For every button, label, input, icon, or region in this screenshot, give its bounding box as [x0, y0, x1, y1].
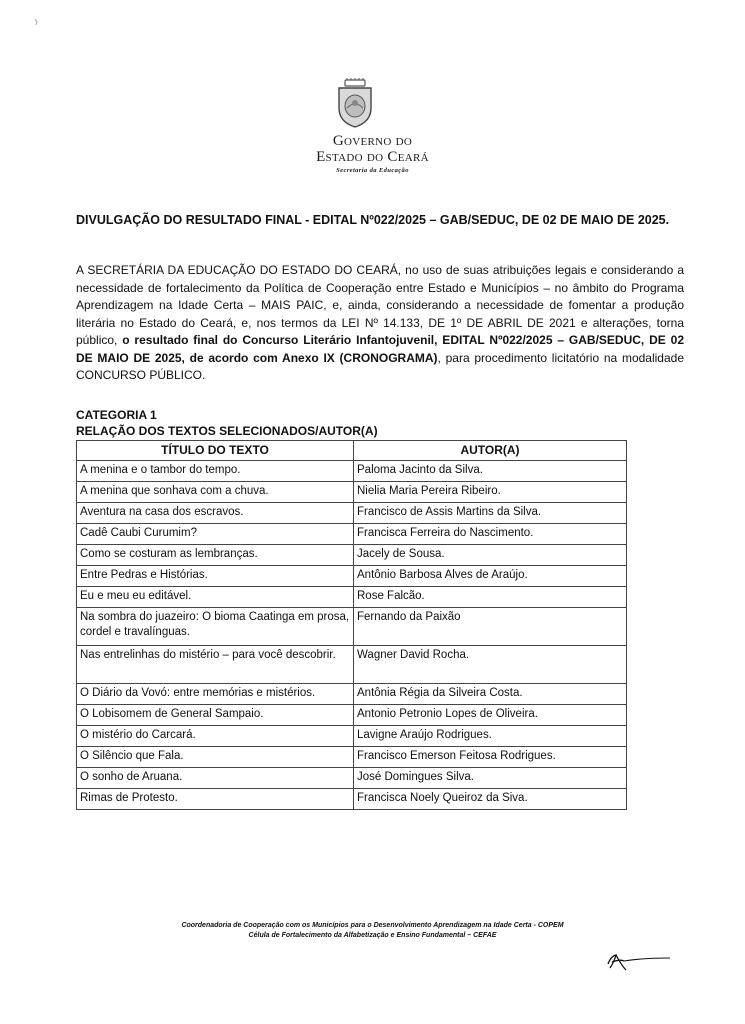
category-heading: CATEGORIA 1: [76, 408, 157, 422]
header-estado: Estado do Ceará: [316, 149, 429, 165]
table-row: [77, 705, 627, 726]
selected-texts-table: [76, 440, 627, 810]
footer-cefae: Célula de Fortalecimento da Alfabetização e Ensino Fundamental – CEFAE: [248, 932, 497, 939]
author-cell: Fernando da Paixão: [354, 608, 627, 646]
author-cell: Francisco de Assis Martins da Silva.: [354, 503, 627, 524]
text-title-cell: Cadê Caubi Curumim?: [77, 524, 354, 545]
author-cell: Antônia Régia da Silveira Costa.: [354, 684, 627, 705]
table-row: [77, 545, 627, 566]
header-governo: Governo do: [332, 133, 413, 149]
text-title-cell: O mistério do Carcará.: [77, 726, 354, 747]
text-title-cell: Aventura na casa dos escravos.: [77, 503, 354, 524]
author-cell: Nielia Maria Pereira Ribeiro.: [354, 482, 627, 503]
table-header-row: [77, 441, 627, 461]
table-row: [77, 566, 627, 587]
col-header-title: TÍTULO DO TEXTO: [77, 441, 354, 461]
author-cell: Lavigne Araújo Rodrigues.: [354, 726, 627, 747]
text-title-cell: Nas entrelinhas do mistério – para você descobrir.: [77, 646, 354, 684]
table-row: [77, 587, 627, 608]
text-title-cell: Como se costuram as lembranças.: [77, 545, 354, 566]
col-header-author: AUTOR(A): [354, 441, 627, 461]
table-row: [77, 768, 627, 789]
table-row: [77, 747, 627, 768]
author-cell: José Domingues Silva.: [354, 768, 627, 789]
author-cell: Francisca Ferreira do Nascimento.: [354, 524, 627, 545]
author-cell: Antonio Petronio Lopes de Oliveira.: [354, 705, 627, 726]
scan-speck: [34, 18, 40, 26]
table-row: [77, 608, 627, 646]
author-cell: Rose Falcão.: [354, 587, 627, 608]
table-row: [77, 684, 627, 705]
author-cell: Paloma Jacinto da Silva.: [354, 461, 627, 482]
text-title-cell: Rimas de Protesto.: [77, 789, 354, 810]
text-title-cell: O Lobisomem de General Sampaio.: [77, 705, 354, 726]
table-row: [77, 482, 627, 503]
author-cell: Francisca Noely Queiroz da Siva.: [354, 789, 627, 810]
category-subheading: RELAÇÃO DOS TEXTOS SELECIONADOS/AUTOR(A): [76, 424, 378, 438]
text-title-cell: O sonho de Aruana.: [77, 768, 354, 789]
table-row: [77, 646, 627, 684]
author-cell: Jacely de Sousa.: [354, 545, 627, 566]
table-row: [77, 503, 627, 524]
table-row: [77, 461, 627, 482]
text-title-cell: O Diário da Vovó: entre memórias e mistérios.: [77, 684, 354, 705]
document-title: DIVULGAÇÃO DO RESULTADO FINAL - EDITAL Nº022/2025 – GAB/SEDUC, DE 02 DE MAIO DE 2025.: [76, 213, 670, 227]
text-title-cell: O Silêncio que Fala.: [77, 747, 354, 768]
header-secretaria: Secretaria da Educação: [336, 167, 409, 174]
text-title-cell: A menina que sonhava com a chuva.: [77, 482, 354, 503]
table-row: [77, 726, 627, 747]
author-cell: Antônio Barbosa Alves de Araújo.: [354, 566, 627, 587]
text-title-cell: Entre Pedras e Histórias.: [77, 566, 354, 587]
table-row: [77, 789, 627, 810]
text-title-cell: Na sombra do juazeiro: O bioma Caatinga em prosa, cordel e travalínguas.: [77, 608, 354, 646]
text-title-cell: A menina e o tambor do tempo.: [77, 461, 354, 482]
author-cell: Wagner David Rocha.: [354, 646, 627, 684]
body-paragraph: A SECRETÁRIA DA EDUCAÇÃO DO ESTADO DO CEARÁ, no uso de suas atribuições legais e considerando a necessidade de fortalecimento da Política de Cooperação entre Estado e Municípios – no âmbito do Programa Aprendizagem na Idade Certa – MAIS PAIC, e, ainda, considerando a necessidade de fomentar a produção literária no Estado do Ceará, e, nos termos da LEI Nº 14.133, DE 1º DE ABRIL DE 2021 e alterações, torna público, o resultado final do Concurso Literário Infantojuvenil, EDITAL Nº022/2025 – GAB/SEDUC, DE 02 DE MAIO DE 2025, de acordo com Anexo IX (CRONOGRAMA), para procedimento licitatório na modalidade CONCURSO PÚBLICO.: [76, 263, 684, 382]
text-title-cell: Eu e meu eu editável.: [77, 587, 354, 608]
handwritten-signature-icon: [602, 946, 672, 974]
table-row: [77, 524, 627, 545]
footer-copem: Coordenadoria de Cooperação com os Municípios para o Desenvolvimento Aprendizagem na Idade Certa - COPEM: [181, 922, 564, 929]
author-cell: Francisco Emerson Feitosa Rodrigues.: [354, 747, 627, 768]
state-coat-of-arms-icon: [335, 78, 375, 128]
